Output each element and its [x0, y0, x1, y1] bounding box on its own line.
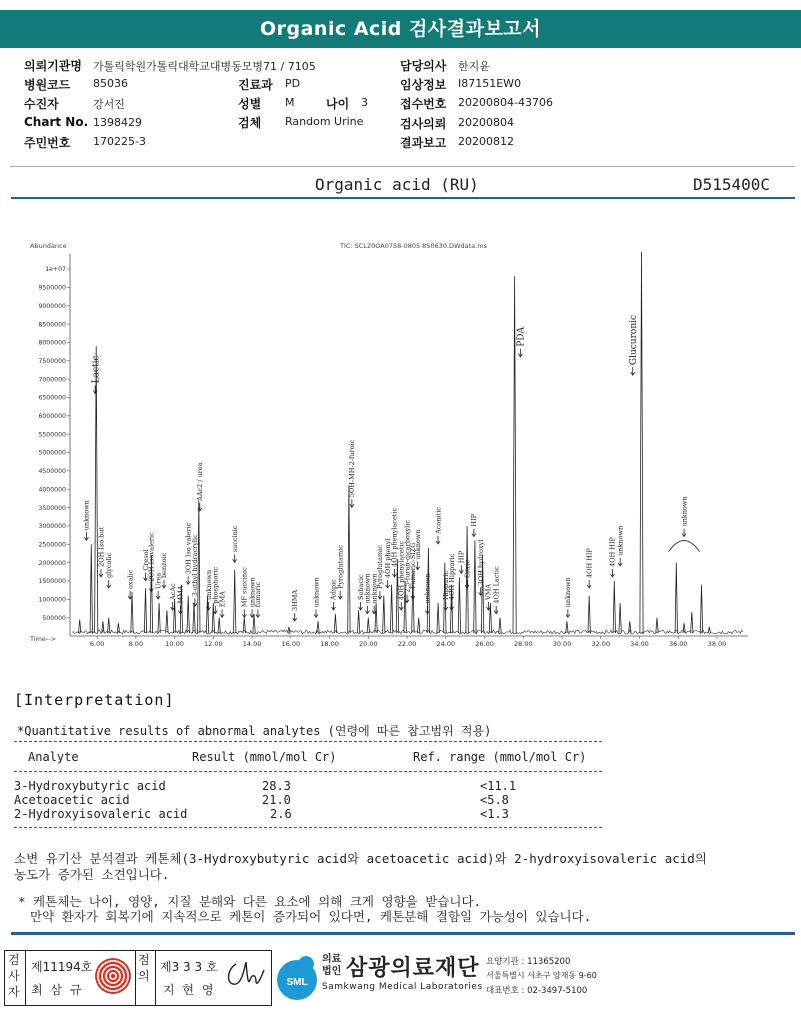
peak — [334, 614, 336, 633]
reviewer-signature-icon — [222, 956, 266, 994]
peak-annotation: unknown — [564, 577, 573, 608]
peak — [218, 618, 220, 633]
y-tick-label: 4000000 — [38, 486, 66, 494]
note-line-2: 만약 환자가 회복기에 지속적으로 케톤이 증가되어 있다면, 케톤분해 결함일 가능성이 있습니다. — [30, 909, 592, 924]
peak-annotation: AcAc — [168, 583, 177, 600]
peak-annotation: glycolic — [105, 552, 113, 578]
comment-line-2: 농도가 증가된 소견입니다. — [14, 867, 170, 882]
peak — [613, 581, 615, 633]
y-tick-label: 9500000 — [38, 284, 66, 292]
peak-annotation: 3OH Iso valeric — [184, 522, 193, 575]
y-tick-label: 2000000 — [38, 559, 66, 567]
signature-divider — [135, 950, 136, 1006]
footer-divider — [11, 932, 795, 935]
peak — [588, 596, 590, 633]
y-tick-label: 6000000 — [38, 413, 66, 420]
x-tick-label: 10.00 — [165, 640, 184, 648]
peak-annotation: phosphoric — [211, 566, 220, 604]
peak-annotation: 4OH phenyl — [384, 538, 392, 578]
peak — [566, 621, 568, 633]
label-patient: 수진자 — [24, 97, 59, 111]
x-tick-label: 26.00 — [475, 640, 494, 648]
peak — [418, 618, 420, 633]
interpretation-subtitle: *Quantitative results of abnormal analytes (연령에 따른 참고범위 적용) — [17, 724, 492, 738]
peak — [206, 596, 208, 633]
peak — [656, 618, 658, 633]
org-english-name: Samkwang Medical Laboratories — [322, 982, 483, 992]
reviewer-name: 지 현 영 — [163, 983, 216, 997]
section-code: D515400C — [693, 175, 771, 194]
peak-annotation: EMA — [218, 591, 227, 608]
peak — [234, 570, 236, 633]
y-tick-label: 2500000 — [38, 541, 66, 549]
peak — [158, 603, 160, 633]
peak-annotation: 4OH HIP — [608, 537, 617, 567]
peak — [640, 252, 643, 633]
org-address: 서울특별시 서초구 양재동 9-60 — [486, 971, 597, 980]
signature-divider — [155, 950, 156, 1006]
chart-title: TIC: SCL20OA0758-0805 850630.DWdata.ms — [340, 242, 487, 250]
peak — [499, 618, 501, 633]
peak — [700, 585, 702, 633]
peak-annotation: 4OH HIP — [585, 548, 594, 578]
y-tick-label: 7000000 — [38, 376, 66, 384]
chromatogram-chart — [0, 236, 801, 656]
y-tick-label: 8500000 — [38, 321, 66, 329]
peak-annotation: Fumaric-SIZG — [409, 542, 418, 589]
label-age: 나이 — [326, 97, 350, 111]
label-doctor: 담당의사 — [400, 59, 447, 73]
y-tick-label: 1e+07 — [45, 266, 66, 274]
examiner-seal-icon — [95, 958, 131, 994]
examiner-number: 제11194호 — [31, 960, 93, 974]
peak-annotation: 2OH Isovaleric — [147, 532, 156, 582]
peak-annotation: 3OH hydroxyl — [476, 539, 485, 586]
x-tick-label: 16.00 — [281, 640, 301, 648]
reviewer-label: 점의 — [138, 953, 150, 983]
y-tick-label: 9000000 — [38, 302, 66, 310]
peak — [708, 627, 710, 633]
peak-annotation: MMA — [176, 585, 185, 604]
peak — [187, 596, 189, 633]
x-tick-label: 6.00 — [89, 640, 105, 648]
footer — [0, 948, 801, 1010]
label-clinical-info: 임상정보 — [400, 78, 447, 92]
comment-line-1: 소변 유기산 분석결과 케톤체(3-Hydroxybutyric acid와 acetoacetic acid)와 2-hydroxyisovaleric acid의 — [14, 851, 707, 866]
peak-annotation: unknown — [414, 529, 422, 560]
org-phone: 대표번호 : 02-3497-5100 — [486, 986, 588, 996]
label-chart-no: Chart No. — [24, 115, 89, 129]
section-divider — [11, 197, 795, 199]
report-title: Organic Acid 검사결과보고서 — [0, 10, 801, 48]
sml-logo-icon — [272, 952, 322, 1002]
peak — [212, 603, 214, 633]
peak-annotation: fumaric — [254, 581, 263, 608]
peak — [619, 603, 621, 633]
peak — [375, 603, 377, 633]
value-age: 3 — [361, 96, 368, 109]
peak — [629, 621, 631, 633]
peak — [108, 618, 110, 633]
peak-annotation: VMA — [484, 583, 493, 600]
peak — [193, 603, 195, 633]
value-receipt-no: 20200804-43706 — [458, 96, 553, 109]
peak-annotation: succinic — [230, 525, 239, 553]
peak-annotation: Hippuric — [442, 570, 451, 600]
label-test-requested: 검사의뢰 — [400, 117, 447, 131]
value-test-requested: 20200804 — [458, 116, 514, 129]
row-ref: <1.3 — [480, 807, 509, 821]
peak — [288, 627, 290, 633]
x-tick-label: 24.00 — [436, 640, 456, 648]
peak-annotation: PDA — [516, 327, 527, 347]
peak — [173, 599, 175, 633]
x-tick-label: 18.00 — [320, 640, 339, 648]
peak-annotation: unknown — [423, 573, 432, 604]
table-bottom-rule — [14, 827, 602, 828]
value-result-reported: 20200812 — [458, 135, 514, 148]
x-tick-label: 20.00 — [359, 640, 378, 648]
peak — [367, 618, 369, 633]
row-result: 21.0 — [262, 793, 291, 807]
row-result: 2.6 — [270, 807, 292, 821]
peak — [131, 592, 133, 633]
org-name: 삼광의료재단 — [346, 956, 480, 981]
peak-annotation: unknown — [82, 500, 91, 531]
y-tick-label: 6500000 — [38, 394, 66, 402]
row-ref: <5.8 — [480, 793, 509, 807]
y-tick-label: 1500000 — [38, 578, 66, 586]
table-top-rule — [14, 741, 602, 742]
signature-divider — [25, 950, 26, 1006]
peak-annotation: Sebacic — [356, 574, 365, 600]
peak-annotation: Pyroglutamic — [336, 545, 345, 589]
row-analyte: 2-Hydroxyisovaleric acid — [14, 807, 188, 821]
x-tick-label: 14.00 — [242, 640, 262, 648]
peak-annotation: 4OH Lactic — [492, 566, 501, 604]
x-tick-label: 30.00 — [552, 640, 572, 648]
peak — [466, 526, 468, 633]
info-divider — [10, 166, 795, 167]
peak-annotation: 3-ethyl hydracrylic — [191, 534, 200, 597]
peak-annotation: unknown — [204, 569, 213, 600]
x-tick-label: 22.00 — [397, 640, 417, 648]
row-ref: <11.1 — [480, 779, 517, 793]
interpretation-title: [Interpretation] — [14, 691, 175, 709]
examiner-label: 검사자 — [8, 953, 20, 999]
y-tick-label: 5500000 — [38, 431, 66, 439]
peak-annotation: 2,5-furan-dicarboxylic — [403, 520, 412, 593]
peak-annotation: unknown — [248, 577, 257, 608]
value-clinical-info: I87151EW0 — [458, 77, 522, 90]
x-tick-label: 12.00 — [204, 640, 223, 648]
peak-annotation: Lactic — [91, 355, 102, 384]
peak-annotation: 2OH Iso but — [97, 526, 106, 567]
peak-annotation: 3HMA — [291, 589, 299, 611]
peak — [144, 588, 146, 633]
y-tick-label: 1000000 — [38, 596, 66, 604]
peak-annotation: Urea — [154, 572, 163, 589]
x-tick-label: 36.00 — [668, 640, 688, 648]
peak-annotation: MF succinic — [240, 567, 249, 608]
peak-annotation: Aconitic — [434, 507, 443, 534]
x-tick-label: 28.00 — [513, 640, 533, 648]
peak — [90, 544, 92, 633]
peak — [166, 610, 168, 633]
y-tick-label: 7500000 — [38, 357, 66, 365]
col-header-analyte: Analyte — [28, 750, 79, 764]
examiner-name: 최 삼 규 — [31, 983, 84, 997]
label-hospital-code: 병원코드 — [24, 78, 71, 92]
x-tick-label: 8.00 — [128, 640, 144, 648]
peak-annotation: 4OH phenylacetic — [397, 540, 406, 600]
x-tick-label: 38.00 — [707, 640, 727, 648]
peak — [317, 621, 319, 633]
peak — [357, 610, 359, 633]
x-axis-title: Time--> — [30, 635, 57, 643]
y-tick-label: 3500000 — [38, 504, 66, 512]
patient-info — [0, 50, 801, 165]
peak-annotation: unknown — [680, 496, 689, 527]
peak-annotation: 5OH-MH-2-furoic — [348, 439, 357, 498]
x-tick-label: 34.00 — [630, 640, 649, 648]
org-license: 요양기관 : 11365200 — [486, 957, 571, 967]
value-doctor: 한지윤 — [458, 60, 490, 73]
row-analyte: 3-Hydroxybutyric acid — [14, 779, 166, 793]
peak-annotation: Glucuronic — [628, 314, 639, 366]
table-header-rule — [14, 771, 602, 772]
peak-annotation: 4OH phenylacetic — [390, 507, 399, 567]
label-department: 진료과 — [238, 78, 273, 92]
peak-annotation: unknown — [363, 573, 372, 604]
label-receipt-no: 접수번호 — [400, 97, 447, 111]
y-tick-label: 4500000 — [38, 468, 66, 476]
org-prefix: 의료법인 — [322, 954, 342, 977]
peak-annotation: unknown — [312, 577, 321, 608]
label-sex: 성별 — [238, 97, 262, 111]
peak — [691, 612, 693, 633]
peak-annotation: unknown — [616, 525, 625, 556]
peak — [474, 541, 476, 633]
section-title: Organic acid (RU) — [315, 175, 479, 194]
logo-text: SML — [286, 977, 308, 988]
peak — [437, 603, 439, 633]
value-hospital-code: 85036 — [93, 77, 128, 90]
peak-annotation: AAc2 / urea — [196, 462, 205, 501]
row-analyte: Acetoacetic acid — [14, 793, 130, 807]
peak-annotation: 4OH Hippuric — [447, 553, 456, 600]
label-result-reported: 결과보고 — [400, 136, 447, 150]
peak-annotation: benzoic — [160, 552, 169, 578]
baseline-trace — [72, 630, 743, 634]
cluster-bracket — [669, 541, 700, 552]
peak-annotation: unknown — [370, 573, 379, 604]
y-tick-label: 8000000 — [38, 339, 66, 347]
col-header-result: Result (mmol/mol Cr) — [192, 750, 337, 764]
y-tick-label: 500000 — [42, 614, 66, 622]
peak-annotation: oxalic — [126, 569, 135, 589]
label-specimen: 검체 — [238, 116, 262, 130]
peak-annotation: Cresol — [141, 549, 150, 571]
peak — [79, 620, 81, 634]
peak-annotation: HIP — [470, 513, 479, 527]
reviewer-number: 제3 3 3 호 — [160, 960, 218, 974]
peak — [383, 596, 385, 633]
peak-annotation: HIP — [457, 550, 466, 564]
value-specimen: Random Urine — [285, 115, 364, 128]
value-department: PD — [285, 77, 301, 90]
label-resident-no: 주민번호 — [24, 136, 71, 150]
row-result: 28.3 — [262, 779, 291, 793]
y-tick-label: 3000000 — [38, 523, 66, 531]
peak-annotation: Adipic — [329, 579, 338, 600]
y-axis-title: Abundance — [30, 242, 67, 250]
peak-annotation: Pyroglutamic — [376, 545, 385, 589]
label-requesting-institution: 의뢰기관명 — [24, 59, 82, 73]
x-tick-label: 32.00 — [591, 640, 611, 648]
peak — [675, 563, 677, 633]
value-requesting-institution: 가톨릭학원가톨릭대학교대병동모병71 / 7105 — [93, 60, 316, 73]
peak — [253, 614, 255, 633]
value-chart-no: 1398429 — [93, 116, 142, 129]
peak — [348, 486, 350, 634]
note-line-1: * 케톤체는 나이, 영양, 지질 분해와 다른 요소에 의해 크게 영향을 받습니다. — [18, 894, 482, 909]
peak-annotation: Citric — [463, 559, 472, 578]
peak — [390, 585, 392, 633]
peak — [458, 577, 460, 633]
y-tick-label: 5000000 — [38, 449, 66, 457]
value-sex: M — [285, 96, 295, 109]
value-resident-no: 170225-3 — [93, 135, 146, 148]
col-header-ref: Ref. range (mmol/mol Cr) — [413, 750, 587, 764]
value-patient: 강서진 — [93, 98, 125, 111]
